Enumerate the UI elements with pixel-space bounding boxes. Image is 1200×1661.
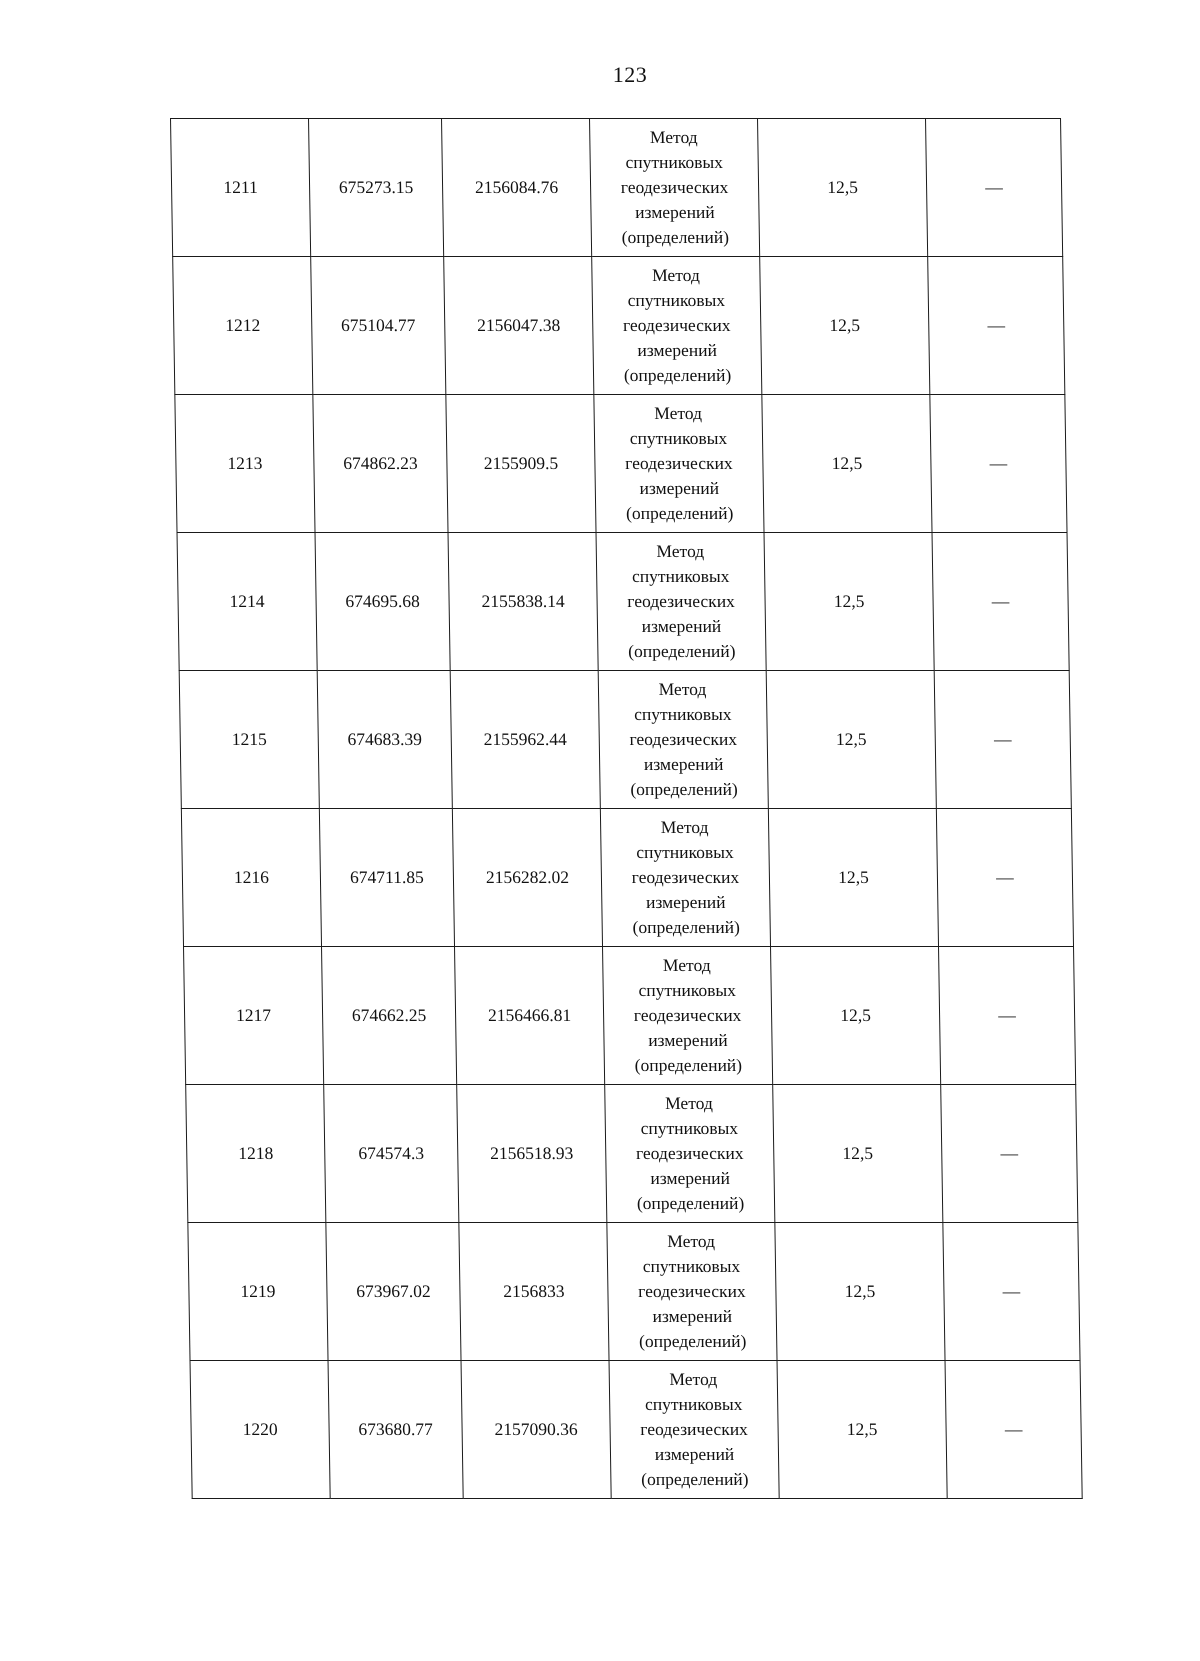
table-row	[181, 809, 1073, 947]
note-cell	[943, 1223, 1080, 1361]
point-number-text: 1212	[225, 315, 261, 335]
method-text: Метод спутниковых геодезических измерений (определений)	[640, 1369, 749, 1489]
coordinates-table-wrapper	[170, 118, 1082, 1499]
table-row	[173, 257, 1065, 395]
x-coordinate-cell	[324, 1085, 459, 1223]
x-coordinate-text: 674711.85	[349, 867, 424, 887]
accuracy-cell	[764, 533, 934, 671]
point-number-cell	[181, 809, 321, 947]
y-coordinate-text: 2156518.93	[490, 1143, 574, 1163]
y-coordinate-text: 2155838.14	[481, 591, 565, 611]
x-coordinate-text: 673967.02	[356, 1281, 431, 1301]
table-row	[175, 395, 1067, 533]
note-cell	[945, 1361, 1082, 1499]
method-text: Метод спутниковых геодезических измерений (определений)	[638, 1231, 747, 1351]
y-coordinate-cell	[442, 119, 592, 257]
x-coordinate-cell	[315, 533, 450, 671]
point-number-text: 1219	[240, 1281, 276, 1301]
method-text: Метод спутниковых геодезических измерений (определений)	[620, 127, 730, 247]
accuracy-cell	[760, 257, 930, 395]
accuracy-text: 12,5	[846, 1419, 878, 1439]
y-coordinate-text: 2155962.44	[483, 729, 567, 749]
note-cell	[932, 533, 1069, 671]
accuracy-text: 12,5	[831, 453, 863, 473]
accuracy-text: 12,5	[829, 315, 861, 335]
y-coordinate-text: 2157090.36	[494, 1419, 578, 1439]
y-coordinate-cell	[444, 257, 594, 395]
method-text: Метод спутниковых геодезических измерений (определений)	[631, 817, 741, 937]
method-text: Метод спутниковых геодезических измерений (определений)	[633, 955, 743, 1075]
point-number-cell	[171, 119, 311, 257]
x-coordinate-cell	[326, 1223, 461, 1361]
accuracy-text: 12,5	[840, 1005, 872, 1025]
accuracy-cell	[777, 1361, 947, 1499]
method-cell	[596, 533, 766, 671]
y-coordinate-cell	[457, 1085, 607, 1223]
method-cell	[594, 395, 764, 533]
y-coordinate-cell	[452, 809, 602, 947]
point-number-text: 1214	[229, 591, 265, 611]
point-number-text: 1213	[227, 453, 263, 473]
coordinates-table	[170, 118, 1083, 1499]
method-text: Метод спутниковых геодезических измерений (определений)	[629, 679, 738, 799]
note-text: —	[1004, 1419, 1023, 1439]
accuracy-text: 12,5	[844, 1281, 876, 1301]
method-text: Метод спутниковых геодезических измерений (определений)	[622, 265, 732, 385]
note-cell	[939, 947, 1076, 1085]
accuracy-cell	[773, 1085, 943, 1223]
y-coordinate-text: 2155909.5	[483, 453, 559, 473]
note-text: —	[989, 453, 1008, 473]
y-coordinate-cell	[446, 395, 596, 533]
note-text: —	[991, 591, 1010, 611]
note-text: —	[993, 729, 1012, 749]
y-coordinate-text: 2156047.38	[477, 315, 561, 335]
y-coordinate-cell	[461, 1361, 611, 1499]
method-cell	[607, 1223, 777, 1361]
point-number-text: 1217	[235, 1005, 272, 1025]
x-coordinate-text: 673680.77	[358, 1419, 433, 1439]
x-coordinate-text: 674683.39	[347, 729, 423, 749]
x-coordinate-text: 674695.68	[345, 591, 420, 611]
x-coordinate-cell	[317, 671, 452, 809]
point-number-cell	[177, 533, 317, 671]
x-coordinate-cell	[309, 119, 444, 257]
point-number-cell	[190, 1361, 330, 1499]
x-coordinate-text: 674862.23	[343, 453, 418, 473]
x-coordinate-cell	[311, 257, 446, 395]
y-coordinate-text: 2156282.02	[485, 867, 570, 887]
method-cell	[598, 671, 768, 809]
x-coordinate-text: 674662.25	[351, 1005, 427, 1025]
note-cell	[930, 395, 1067, 533]
accuracy-text: 12,5	[837, 867, 869, 887]
table-row	[188, 1223, 1080, 1361]
accuracy-text: 12,5	[833, 591, 865, 611]
y-coordinate-cell	[459, 1223, 609, 1361]
note-text: —	[998, 1005, 1016, 1025]
point-number-cell	[184, 947, 324, 1085]
note-cell	[928, 257, 1065, 395]
note-text: —	[985, 177, 1003, 197]
x-coordinate-cell	[313, 395, 448, 533]
x-coordinate-text: 675273.15	[338, 177, 414, 197]
point-number-text: 1215	[231, 729, 267, 749]
x-coordinate-cell	[319, 809, 454, 947]
accuracy-cell	[771, 947, 941, 1085]
note-cell	[936, 809, 1073, 947]
note-cell	[926, 119, 1063, 257]
y-coordinate-text: 2156466.81	[487, 1005, 572, 1025]
y-coordinate-cell	[455, 947, 605, 1085]
method-cell	[592, 257, 762, 395]
accuracy-cell	[768, 809, 938, 947]
method-cell	[609, 1361, 779, 1499]
y-coordinate-cell	[448, 533, 598, 671]
table-row	[177, 533, 1069, 671]
point-number-text: 1216	[233, 867, 270, 887]
point-number-cell	[188, 1223, 328, 1361]
method-cell	[590, 119, 760, 257]
point-number-cell	[175, 395, 315, 533]
accuracy-cell	[762, 395, 932, 533]
table-row	[171, 119, 1063, 257]
note-cell	[941, 1085, 1078, 1223]
page-number: 123	[612, 62, 648, 87]
note-text: —	[1002, 1281, 1021, 1301]
x-coordinate-text: 675104.77	[340, 315, 416, 335]
accuracy-cell	[766, 671, 936, 809]
y-coordinate-text: 2156833	[503, 1281, 565, 1301]
point-number-cell	[173, 257, 313, 395]
table-row	[184, 947, 1076, 1085]
point-number-text: 1218	[238, 1143, 274, 1163]
y-coordinate-text: 2156084.76	[474, 177, 559, 197]
table-body	[171, 119, 1083, 1499]
accuracy-text: 12,5	[842, 1143, 874, 1163]
accuracy-cell	[758, 119, 928, 257]
table-row	[186, 1085, 1078, 1223]
y-coordinate-cell	[450, 671, 600, 809]
method-text: Метод спутниковых геодезических измерений (определений)	[635, 1093, 745, 1213]
accuracy-cell	[775, 1223, 945, 1361]
point-number-text: 1211	[223, 177, 258, 197]
point-number-cell	[179, 671, 319, 809]
method-cell	[600, 809, 770, 947]
table-row	[190, 1361, 1082, 1499]
accuracy-text: 12,5	[835, 729, 867, 749]
note-text: —	[996, 867, 1014, 887]
table-row	[179, 671, 1071, 809]
note-text: —	[1000, 1143, 1019, 1163]
x-coordinate-cell	[328, 1361, 463, 1499]
point-number-text: 1220	[242, 1419, 278, 1439]
method-cell	[603, 947, 773, 1085]
note-text: —	[987, 315, 1006, 335]
point-number-cell	[186, 1085, 326, 1223]
x-coordinate-text: 674574.3	[358, 1143, 425, 1163]
method-text: Метод спутниковых геодезических измерений (определений)	[627, 541, 736, 661]
accuracy-text: 12,5	[827, 177, 859, 197]
note-cell	[934, 671, 1071, 809]
x-coordinate-cell	[322, 947, 457, 1085]
method-text: Метод спутниковых геодезических измерений (определений)	[624, 403, 734, 523]
method-cell	[605, 1085, 775, 1223]
